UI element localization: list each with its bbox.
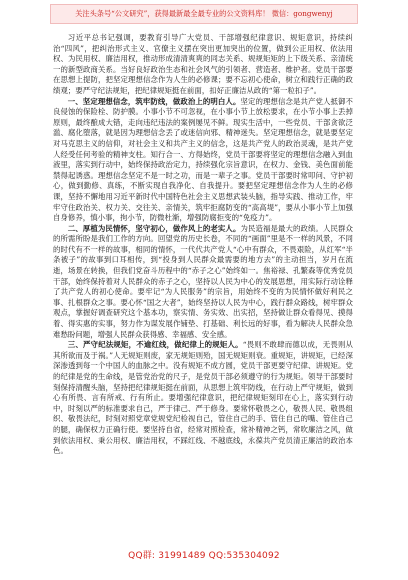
paragraph-intro <box>53 33 353 97</box>
header-banner: 关注头条号“公文研究”，获得最新最全最专业的公文资料库！ 微信：gongwenyj <box>50 4 358 24</box>
document-body <box>53 33 353 543</box>
section-heading: 一、坚定理想信念，筑牢防线，做政治上的明白人。 <box>67 96 241 106</box>
paragraph-section-2 <box>53 224 353 341</box>
paragraph-text: 为民造福是最大的政绩。人民群众的所需所盼是我们工作的方向。回望党的历史长卷，不同的“画面”里是不一样的风景，不同的时代有不一样的故事，相同的情怀，一代代共产党人“心中有群众，不畏艰险，从红军“半条被子”的故事到口耳相传，到“投身到人民群众最需要的地方去”的主动担当，岁月在流逝，场景在转换，但我们党奋斗历程中的“赤子之心”始终如一。焦裕禄、孔繁森等优秀党员干部，始终保持着对人民群众的赤子之心，坚持以人民为中心的发展思想，用实际行动诠释了共产党人的初心使命。要牢记“为人民服务”的宗旨，用始终不变的为民情怀做好利民之事、扎根群众之事。要心怀“国之大者”，始终坚持以人民为中心，践行群众路线，树牢群众观点，掌握好调查研究这个基本功，察实情、务实效、出实招，坚持做让群众看得见、摸得着、得实惠的实事，努力作为谋发展作铺垫、打基础、利长远的好事，看为解决人民群众急难愁盼问题，增强人民群众获得感、幸福感、安全感。 <box>53 223 353 339</box>
paragraph-text: “畏则不敢肆而德以成，无畏则从其所欲而及于祸。”人无规矩则废，家无规矩则殆，国无规矩则衰。重规矩，讲规矩，已经深深渗透到每一个中国人的血脉之中。没有规矩不成方圆，党员干部更要守纪律、讲规矩。党的纪律是党的生命线，是管党治党的尺子，是党员干部必须遵守的行为规矩。领导干部要时刻保持清醒头脑，坚持把纪律规矩挺在前面，从思想上筑牢防线，在行动上严守规矩，做到心有所畏、言有所戒、行有所止。要增强纪律意识，把纪律规矩刻印在心上，落实到行动中，时刻以严的标准要求自己，严于律己、严于修身。要常怀敬畏之心，敬畏人民、敬畏组织、敬畏法纪，时刻对照党章党规党纪检视自己，管住自己的手、管住自己的嘴、管住自己的腿，确保权力正确行使。要坚持自省，经常对照检查，常补精神之钙，常吹廉洁之风，做到依法用权、秉公用权、廉洁用权，不踩红线、不越底线，永葆共产党员清正廉洁的政治本色。 <box>53 340 353 456</box>
paragraph-section-1 <box>53 97 353 224</box>
section-heading: 二、厚植为民情怀，坚守初心，做作风上的老实人。 <box>67 223 241 233</box>
footer-contact: QQ群: 31991489 QQ:535304092 <box>128 551 280 561</box>
paragraph-section-3 <box>53 340 353 457</box>
paragraph-text: 坚定的理想信念是共产党人抵御不良侵蚀的保险栓、防护膜。小事小节不可忽视，在小事小节上放松要求，在小节小事上丢掉原则，最终酿成大错，走向违纪违法的案例屡见不鲜。现实生活中，一些党员、干部贪欲泛滥、腐化堕落，就是因为理想信念丢了或迷信向邪、精神迷失。坚定理想信念，就是要坚定对马克思主义的信仰，对社会主义和共产主义的信念，这是共产党人的政治灵魂，是共产党人经受任何考验的精神支柱。知行合一、方得始终，党员干部要将坚定的理想信念融入到血液里，落实到行动中，始终保持政治定力，持续强化宗旨意识，在权力、金钱、美色面前能禁得起诱惑。理想信念坚定不是一时之功，而是一辈子之事。党员干部要时常叩问、守护初心，做到勤修、真练，不断实现自我净化、自我提升。要把坚定理想信念作为人生的必修课，坚持不懈地用习近平新时代中国特色社会主义思想武装头脑，指导实践、推动工作，牢牢守住政治关、权力关、交往关、亲情关，筑牢拒腐防变的“高高堤”，要从小事小节上加强自身修养，慎小事，拘小节，防微杜渐，增强防腐拒变的“免疫力”。 <box>53 96 353 223</box>
section-heading: 三、严守纪法规矩，不逾红线，做纪律上的规矩人。 <box>67 340 243 350</box>
paragraph-text: 习近平总书记强调，要教育引导广大党员、干部增强纪律意识、规矩意识，持续纠治“四风”，把纠治形式主义、官僚主义摆在突出更加突出的位置，做到公正用权、依法用权、为民用权、廉洁用权，推动形成清清爽爽的同志关系、规规矩矩的上下级关系、亲清统一的新型政商关系。当好良好政治生态和社会风气的引领者、营造者、维护者。党员干部要在思想上提防，把坚定理想信念作为人生的必修课；要不忘初心使命，树立和践行正确的政绩观；要严守纪法规矩，把纪律规矩挺在前面，扣好正廉洁从政的“第一粒扣子”。 <box>53 33 353 95</box>
